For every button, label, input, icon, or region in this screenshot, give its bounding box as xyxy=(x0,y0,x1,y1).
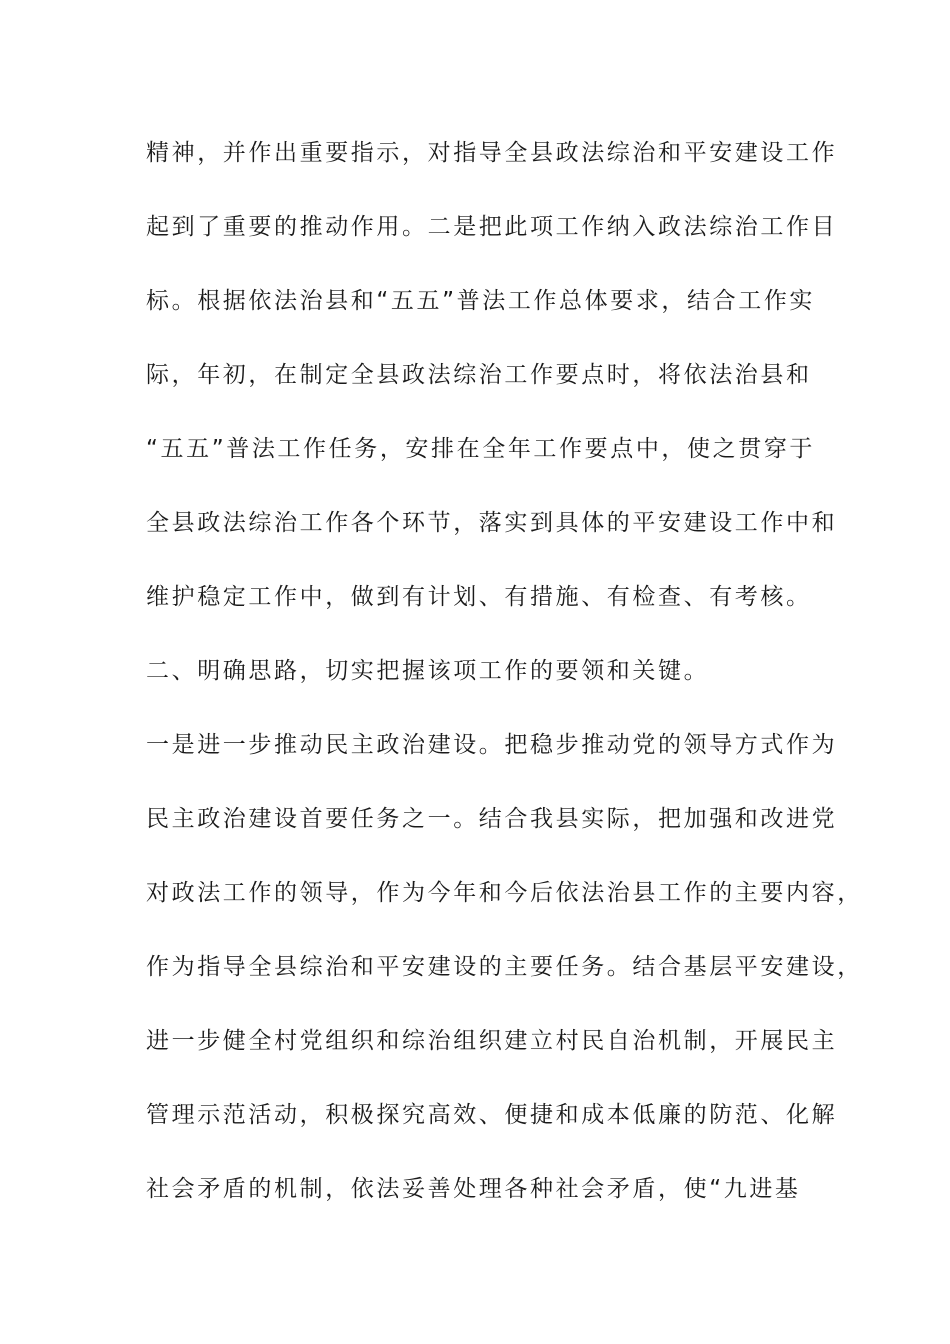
text-line: 对政法工作的领导，作为今年和今后依法治县工作的主要内容， xyxy=(146,880,863,906)
text-line: 际，年初，在制定全县政法综治工作要点时，将依法治县和 xyxy=(146,362,812,388)
text-line: 作为指导全县综治和平安建设的主要任务。结合基层平安建设， xyxy=(146,954,863,980)
document-body xyxy=(146,130,863,1240)
text-line: 一是进一步推动民主政治建设。把稳步推动党的领导方式作为 xyxy=(146,732,838,758)
text-line: 社会矛盾的机制，依法妥善处理各种社会矛盾，使“九进基 xyxy=(146,1176,801,1202)
text-line: 管理示范活动，积极探究高效、便捷和成本低廉的防范、化解 xyxy=(146,1102,838,1128)
section-heading: 二、明确思路，切实把握该项工作的要领和关键。 xyxy=(146,658,710,684)
text-line: 进一步健全村党组织和综治组织建立村民自治机制，开展民主 xyxy=(146,1028,838,1054)
text-line: 标。根据依法治县和“五五”普法工作总体要求，结合工作实 xyxy=(146,288,816,314)
text-line: 全县政法综治工作各个环节，落实到具体的平安建设工作中和 xyxy=(146,510,838,536)
text-line: 维护稳定工作中，做到有计划、有措施、有检查、有考核。 xyxy=(146,584,812,610)
text-line: 民主政治建设首要任务之一。结合我县实际，把加强和改进党 xyxy=(146,806,838,832)
text-line: 起到了重要的推动作用。二是把此项工作纳入政法综治工作目 xyxy=(146,214,838,240)
text-line: “五五”普法工作任务，安排在全年工作要点中，使之贯穿于 xyxy=(146,436,816,462)
text-line: 精神，并作出重要指示，对指导全县政法综治和平安建设工作 xyxy=(146,140,838,166)
